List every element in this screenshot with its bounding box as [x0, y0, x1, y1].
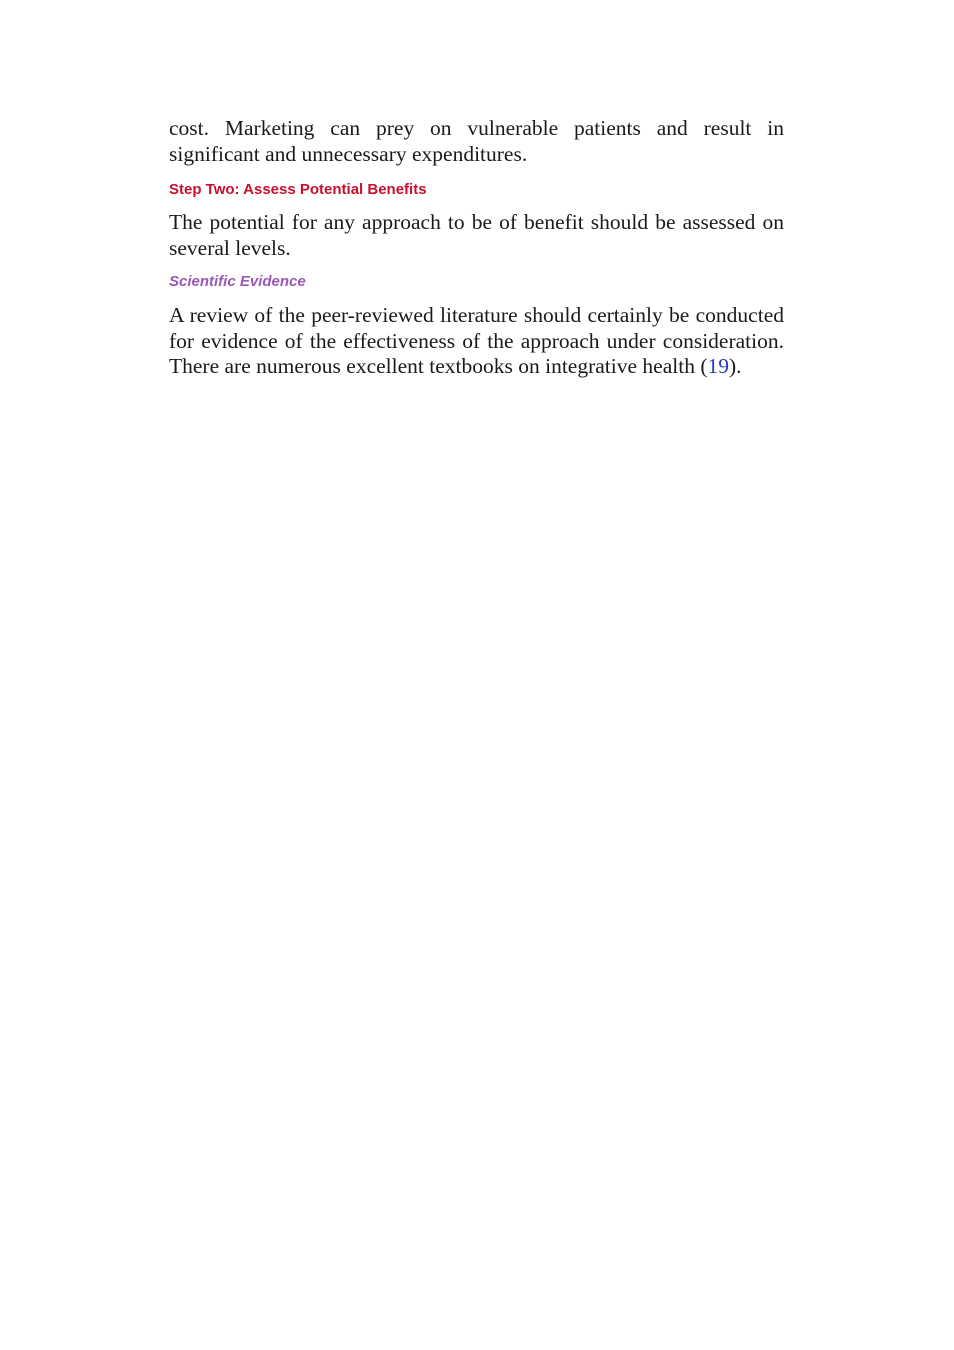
paragraph-potential-benefit: The potential for any approach to be of benefit should be assessed on several levels. [169, 210, 784, 260]
subsection-heading-scientific-evidence: Scientific Evidence [169, 273, 306, 290]
paragraph-literature-review-text: A review of the peer-reviewed literature should certainly be conducted for evidence of the effectiveness of the approach under consideration. There are numerous excellent textbooks on integrative health ( [169, 303, 784, 378]
section-heading-step-two: Step Two: Assess Potential Benefits [169, 181, 427, 198]
paragraph-literature-review [169, 303, 784, 380]
page-content [169, 116, 784, 380]
paragraph-literature-review-end: ). [729, 354, 742, 378]
citation-link[interactable]: 19 [707, 354, 729, 378]
paragraph-cost-marketing: cost. Marketing can prey on vulnerable patients and result in significant and unnecessary expenditures. [169, 116, 784, 166]
